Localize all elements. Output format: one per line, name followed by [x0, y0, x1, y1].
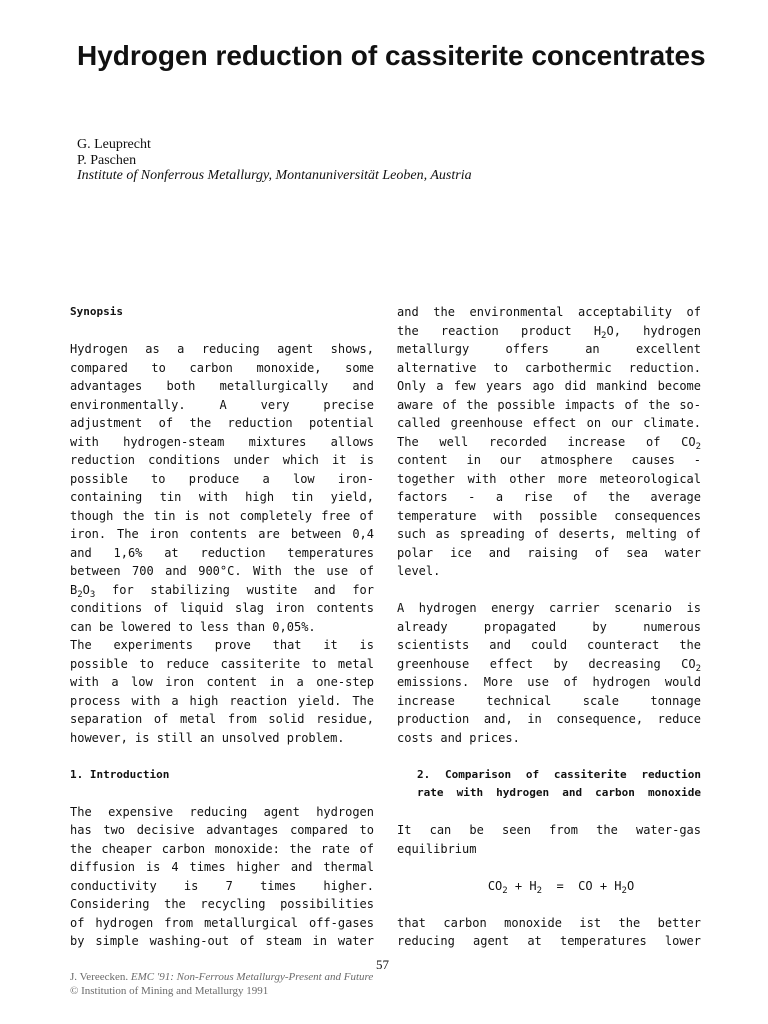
paragraph-lines — [397, 673, 701, 729]
text-line: It can be seen from the water-gas — [397, 823, 701, 837]
text-line: that carbon monoxide ist the better — [397, 915, 701, 930]
text-line: content in our atmosphere causes - — [397, 453, 701, 467]
text-line: environmentally. A very precise — [70, 397, 374, 412]
text-line: Considering the recycling possibilities — [70, 897, 374, 911]
text-line: called greenhouse effect on our climate. — [397, 416, 701, 430]
text-line: diffusion is 4 times higher and thermal — [70, 860, 374, 874]
affiliation: Institute of Nonferrous Metallurgy, Montanuniversität Leoben, Austria — [77, 168, 472, 183]
text-line: of hydrogen from metallurgical off-gases — [70, 915, 374, 930]
author-name: P. Paschen — [77, 152, 137, 168]
text-line: process with a high reaction yield. The — [70, 693, 374, 708]
text-line: compared to carbon monoxide, some — [70, 360, 374, 375]
text-line: Only a few years ago did mankind become — [397, 379, 701, 393]
text-line: The well recorded increase of $CO_2$ — [397, 434, 701, 452]
paragraph-lines — [397, 599, 701, 655]
text-line: already propagated by numerous — [397, 619, 701, 634]
author-block — [77, 137, 717, 184]
introduction-paragraph — [70, 803, 374, 951]
synopsis-heading: Synopsis — [70, 305, 123, 318]
right-column — [397, 303, 701, 951]
text-line: emissions. More use of hydrogen would — [397, 675, 701, 689]
text-line: conductivity is 7 times higher. — [70, 878, 374, 893]
paragraph-lines — [397, 451, 701, 562]
text-line: possible to produce a low iron- — [70, 471, 374, 486]
text-line: metallurgy offers an excellent — [397, 342, 701, 356]
synopsis-paragraph — [70, 340, 374, 581]
paragraph-lines — [397, 914, 701, 951]
text-line: factors - a rise of the average — [397, 490, 701, 504]
text-line: production and, in consequence, reduce — [397, 712, 701, 726]
water-gas-equation: $CO_2 + H_2$ = CO + $H_2O$ — [487, 878, 635, 896]
text-line: equilibrium — [397, 841, 477, 856]
text-line: and 1,6% at reduction temperatures — [70, 545, 374, 560]
text-line: polar ice and raising of sea water — [397, 545, 701, 560]
text-line: possible to reduce cassiterite to metal — [70, 656, 374, 671]
text-line: though the tin is not completely free of — [70, 508, 374, 523]
text-line: The experiments prove that it is — [70, 638, 374, 652]
text-line: $B_2O_3$ for stabilizing wustite and for — [70, 582, 374, 600]
text-line: can be lowered to less than 0,05%. — [70, 619, 316, 634]
text-line: Hydrogen as a reducing agent shows, — [70, 342, 374, 356]
text-line: however, is still an unsolved problem. — [70, 730, 345, 745]
text-line: scientists and could counteract the — [397, 638, 701, 652]
paper-title: Hydrogen reduction of cassiterite concentrates — [77, 40, 706, 71]
text-line: together with other more meteorological — [397, 471, 701, 486]
text-line: reducing agent at temperatures lower — [397, 934, 701, 948]
text-line: containing tin with high tin yield, — [70, 490, 374, 504]
text-line: between 700 and 900°C. With the use of — [70, 564, 374, 578]
text-line: temperature with possible consequences — [397, 508, 701, 523]
text-line: costs and prices. — [397, 730, 520, 745]
footer-citation: J. Vereecken. EMC '91: Non-Ferrous Metallurgy-Present and Future © Institution of Mining and Metallurgy 1991 — [70, 971, 374, 997]
page-number: 57 — [376, 957, 389, 972]
text-line: The expensive reducing agent hydrogen — [70, 804, 374, 819]
text-line: increase technical scale tonnage — [397, 693, 701, 708]
synopsis-paragraph-end — [70, 599, 374, 636]
text-line: reduction conditions under which it is — [70, 453, 374, 467]
text-line: greenhouse effect by decreasing $CO_2$ — [397, 656, 701, 674]
text-line: level. — [397, 564, 441, 578]
text-line: the cheaper carbon monoxide: the rate of — [70, 841, 374, 856]
text-line: adjustment of the reduction potential — [70, 416, 374, 430]
text-line: separation of metal from solid residue, — [70, 712, 374, 726]
section-2-heading: 2. Comparison of cassiterite reduction — [417, 767, 701, 781]
text-line: conditions of liquid slag iron contents — [70, 601, 374, 615]
text-line: with a low iron content in a one-step — [70, 675, 374, 689]
experiments-paragraph — [70, 636, 374, 747]
text-line: by simple washing-out of steam in water — [70, 934, 374, 948]
text-line: alternative to carbothermic reduction. — [397, 360, 701, 375]
left-column — [70, 303, 374, 951]
section-2-heading-cont: rate with hydrogen and carbon monoxide — [417, 786, 701, 799]
text-line: iron. The iron contents are between 0,4 — [70, 527, 374, 541]
text-line: and the environmental acceptability of — [397, 305, 701, 319]
author-name: G. Leuprecht — [77, 137, 151, 152]
paragraph-lines — [397, 340, 701, 414]
text-line: advantages both metallurgically and — [70, 379, 374, 393]
introduction-heading: 1. Introduction — [70, 767, 170, 781]
text-line: aware of the possible impacts of the so- — [397, 397, 701, 412]
text-line: A hydrogen energy carrier scenario is — [397, 601, 701, 615]
text-line: the reaction product $H_2O$, hydrogen — [397, 323, 701, 341]
text-line: such as spreading of deserts, melting of — [397, 527, 701, 541]
text-line: with hydrogen-steam mixtures allows — [70, 434, 374, 449]
text-line: has two decisive advantages compared to — [70, 823, 374, 837]
